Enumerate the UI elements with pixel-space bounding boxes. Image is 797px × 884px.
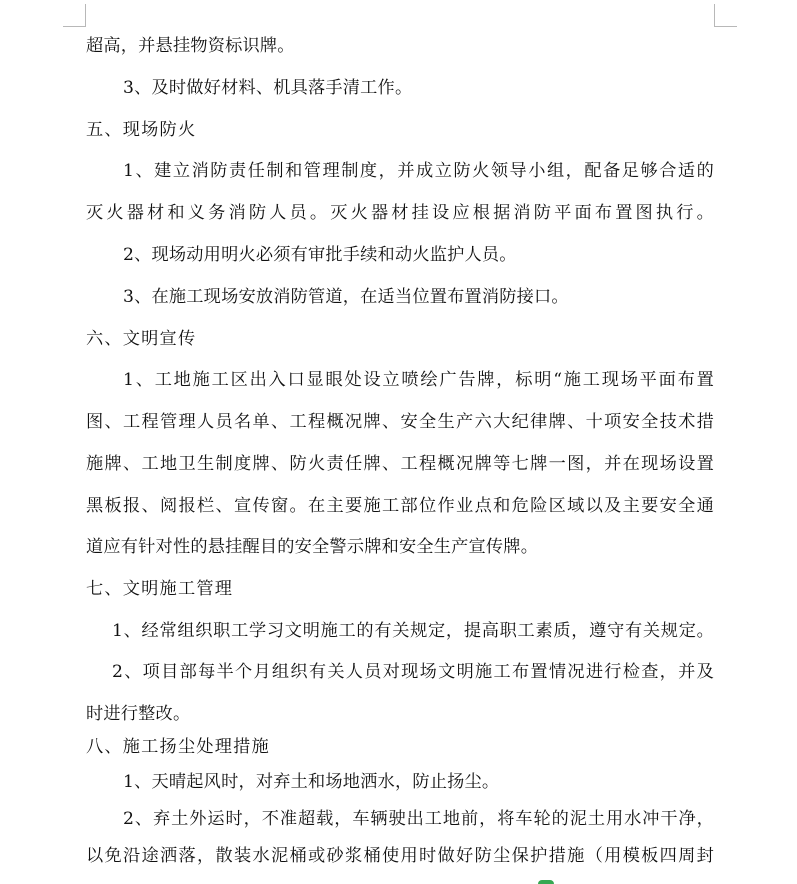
paragraph-line: 3、在施工现场安放消防管道，在适当位置布置消防接口。 bbox=[123, 287, 569, 307]
paragraph-line: 2、现场动用明火必须有审批手续和动火监护人员。 bbox=[123, 245, 517, 265]
paragraph-line: 2、弃土外运时，不准超载，车辆驶出工地前，将车轮的泥土用水冲干净， bbox=[123, 809, 714, 829]
paragraph-line: 1、经常组织职工学习文明施工的有关规定，提高职工素质，遵守有关规定。 bbox=[112, 621, 714, 641]
paragraph-line: 1、工地施工区出入口显眼处设立喷绘广告牌，标明“施工现场平面布置 bbox=[123, 370, 714, 390]
section-heading: 六、文明宣传 bbox=[86, 329, 197, 349]
status-indicator bbox=[538, 880, 554, 884]
paragraph-line: 超高，并悬挂物资标识牌。 bbox=[86, 36, 295, 56]
paragraph-line: 图、工程管理人员名单、工程概况牌、安全生产六大纪律牌、十项安全技术措 bbox=[86, 412, 714, 432]
section-heading: 七、文明施工管理 bbox=[86, 579, 234, 599]
section-heading: 五、现场防火 bbox=[86, 120, 197, 140]
paragraph-line: 道应有针对性的悬挂醒目的安全警示牌和安全生产宣传牌。 bbox=[86, 537, 539, 557]
paragraph-line: 1、建立消防责任制和管理制度，并成立防火领导小组，配备足够合适的 bbox=[123, 161, 714, 181]
paragraph-line: 2、项目部每半个月组织有关人员对现场文明施工布置情况进行检查，并及 bbox=[112, 662, 714, 682]
section-heading: 八、施工扬尘处理措施 bbox=[86, 737, 270, 757]
paragraph-line: 施牌、工地卫生制度牌、防火责任牌、工程概况牌等七牌一图，并在现场设置 bbox=[86, 454, 714, 474]
top-left-margin-marker bbox=[63, 4, 86, 27]
paragraph-line: 以免沿途洒落，散装水泥桶或砂浆桶使用时做好防尘保护措施（用模板四周封 bbox=[86, 846, 714, 866]
paragraph-line: 1、天晴起风时，对弃土和场地洒水，防止扬尘。 bbox=[123, 772, 500, 792]
paragraph-line: 黑板报、阅报栏、宣传窗。在主要施工部位作业点和危险区域以及主要安全通 bbox=[86, 496, 714, 516]
paragraph-line: 时进行整改。 bbox=[86, 704, 191, 724]
paragraph-line: 灭火器材和义务消防人员。灭火器材挂设应根据消防平面布置图执行。 bbox=[86, 203, 714, 223]
paragraph-line: 3、及时做好材料、机具落手清工作。 bbox=[123, 78, 413, 98]
top-right-margin-marker bbox=[714, 4, 737, 27]
